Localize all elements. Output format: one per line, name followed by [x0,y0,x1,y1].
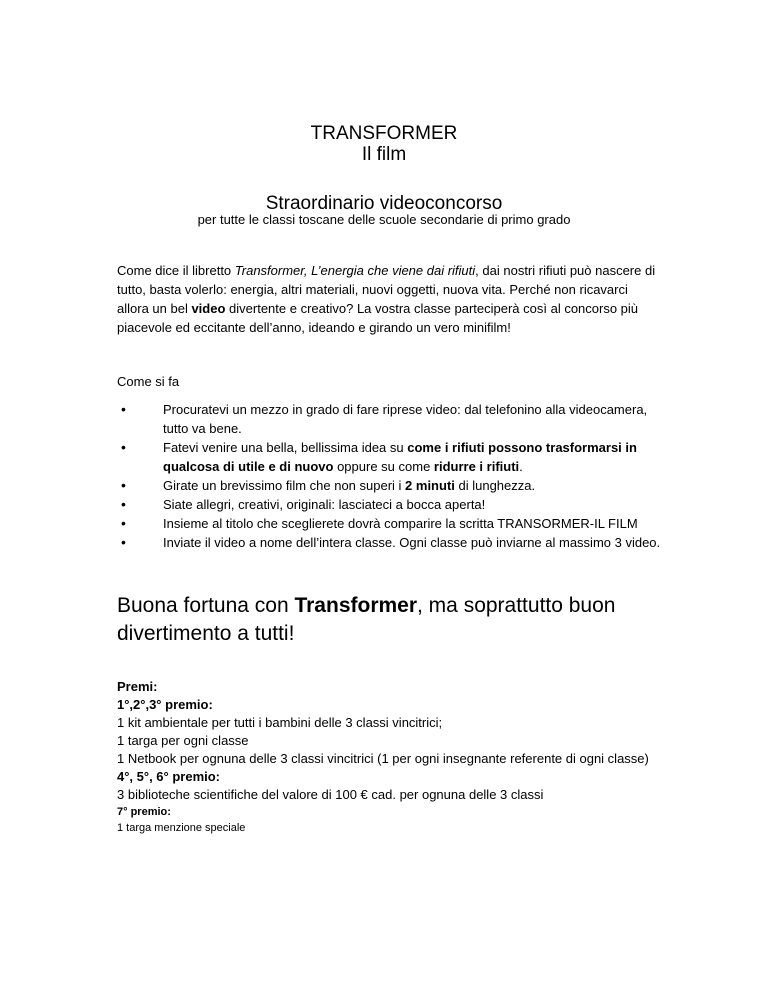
prize-group-heading: 7° premio: [117,806,171,818]
step-text: Procuratevi un mezzo in grado di fare riprese video: dal telefonino alla videocamera, tutto va bene. [163,402,648,436]
step-emphasis: come i rifiuti possono trasformarsi in qualcosa di utile e di nuovo [163,440,637,474]
prize-line: 1 targa per ogni classe [117,733,249,748]
prizes-section [117,678,677,836]
step-text: . [519,459,523,474]
list-item [117,476,667,495]
closing-message [117,592,677,648]
prize-line: 3 biblioteche scientifiche del valore di 100 € cad. per ognuna delle 3 classi [117,787,544,802]
prize-line: 1 kit ambientale per tutti i bambini delle 3 classi vincitrici; [117,715,443,730]
step-text: Fatevi venire una bella, bellissima idea su [163,440,408,455]
prize-line: 1 Netbook per ognuna delle 3 classi vincitrici (1 per ogni insegnante referente di ogni classe) [117,751,649,766]
intro-text-2: , dai nostri rifiuti può nascere di tutto, basta volerlo: energia, altri materiali, nuovi oggetti, nuova vita. Perché non ricavarci allora un bel [117,263,656,316]
book-title: Transformer, L’energia che viene dai rifiuti [234,263,476,278]
intro-text-3: divertente e creativo? La vostra classe parteciperà così al concorso più piacevole ed eccitante dell’anno, ideando e girando un vero minifilm! [117,301,639,335]
step-emphasis: ridurre i rifiuti [433,459,520,474]
prize-group-heading: 1°,2°,3° premio: [117,697,213,712]
prizes-heading: Premi: [117,679,158,694]
list-item [117,514,667,533]
closing-text: Buona fortuna con [117,594,295,617]
step-text: Siate allegri, creativi, originali: lasciateci a bocca aperta! [163,497,486,512]
steps-list [117,400,667,552]
video-keyword: video [191,301,226,316]
intro-text-1: Come dice il libretto [117,263,235,278]
howto-heading: Come si fa [117,374,180,389]
step-text: di lunghezza. [454,478,536,493]
closing-emphasis: Transformer [294,594,418,617]
document-title-line2: Il film [361,144,407,165]
prize-group-heading: 4°, 5°, 6° premio: [117,769,221,784]
list-item [117,400,667,438]
step-text: Girate un brevissimo film che non superi i [163,478,406,493]
target-audience: per tutte le classi toscane delle scuole secondarie di primo grado [197,212,571,227]
intro-paragraph [117,261,657,337]
list-item [117,495,667,514]
document-title: TRANSFORMER [310,123,458,144]
step-text: Insieme al titolo che sceglierete dovrà comparire la scritta TRANSORMER-IL FILM [163,516,638,531]
document-subtitle: Straordinario videoconcorso [265,193,503,214]
prize-line: 1 targa menzione speciale [117,822,246,834]
list-item [117,533,667,552]
step-text: oppure su come [333,459,434,474]
closing-text: , ma soprattutto buon divertimento a tutti! [117,594,616,645]
step-text: Inviate il video a nome dell’intera classe. Ogni classe può inviarne al massimo 3 video. [163,535,661,550]
list-item [117,438,667,476]
step-emphasis: 2 minuti [405,478,455,493]
